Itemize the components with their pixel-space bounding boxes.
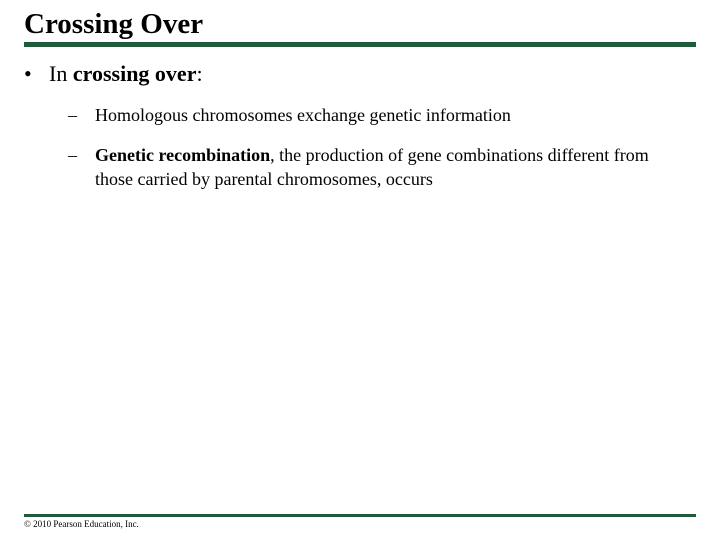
bullet-text-suffix: : xyxy=(196,61,203,86)
subpoint-genetic-recombination xyxy=(68,143,688,191)
subpoint-text: Homologous chromosomes exchange genetic information xyxy=(95,105,511,125)
bullet-item xyxy=(24,60,203,88)
slide-title: Crossing Over xyxy=(24,8,204,40)
subpoint-text xyxy=(95,143,688,191)
title-divider xyxy=(24,42,696,47)
dash-icon: – xyxy=(68,145,77,165)
bullet-text-term: crossing over xyxy=(72,61,197,86)
footer-divider xyxy=(24,514,696,517)
dash-icon: – xyxy=(68,105,77,125)
bullet-icon: • xyxy=(24,61,32,86)
subpoint-term: Genetic recombination xyxy=(95,145,271,165)
copyright-footer: © 2010 Pearson Education, Inc. xyxy=(24,519,139,529)
bullet-text-prefix: In xyxy=(49,61,73,86)
subpoint-definition: , the production of gene combinations different from those carried by parental chromosomes, occurs xyxy=(95,145,649,189)
subpoint-homologous-exchange xyxy=(68,103,688,127)
